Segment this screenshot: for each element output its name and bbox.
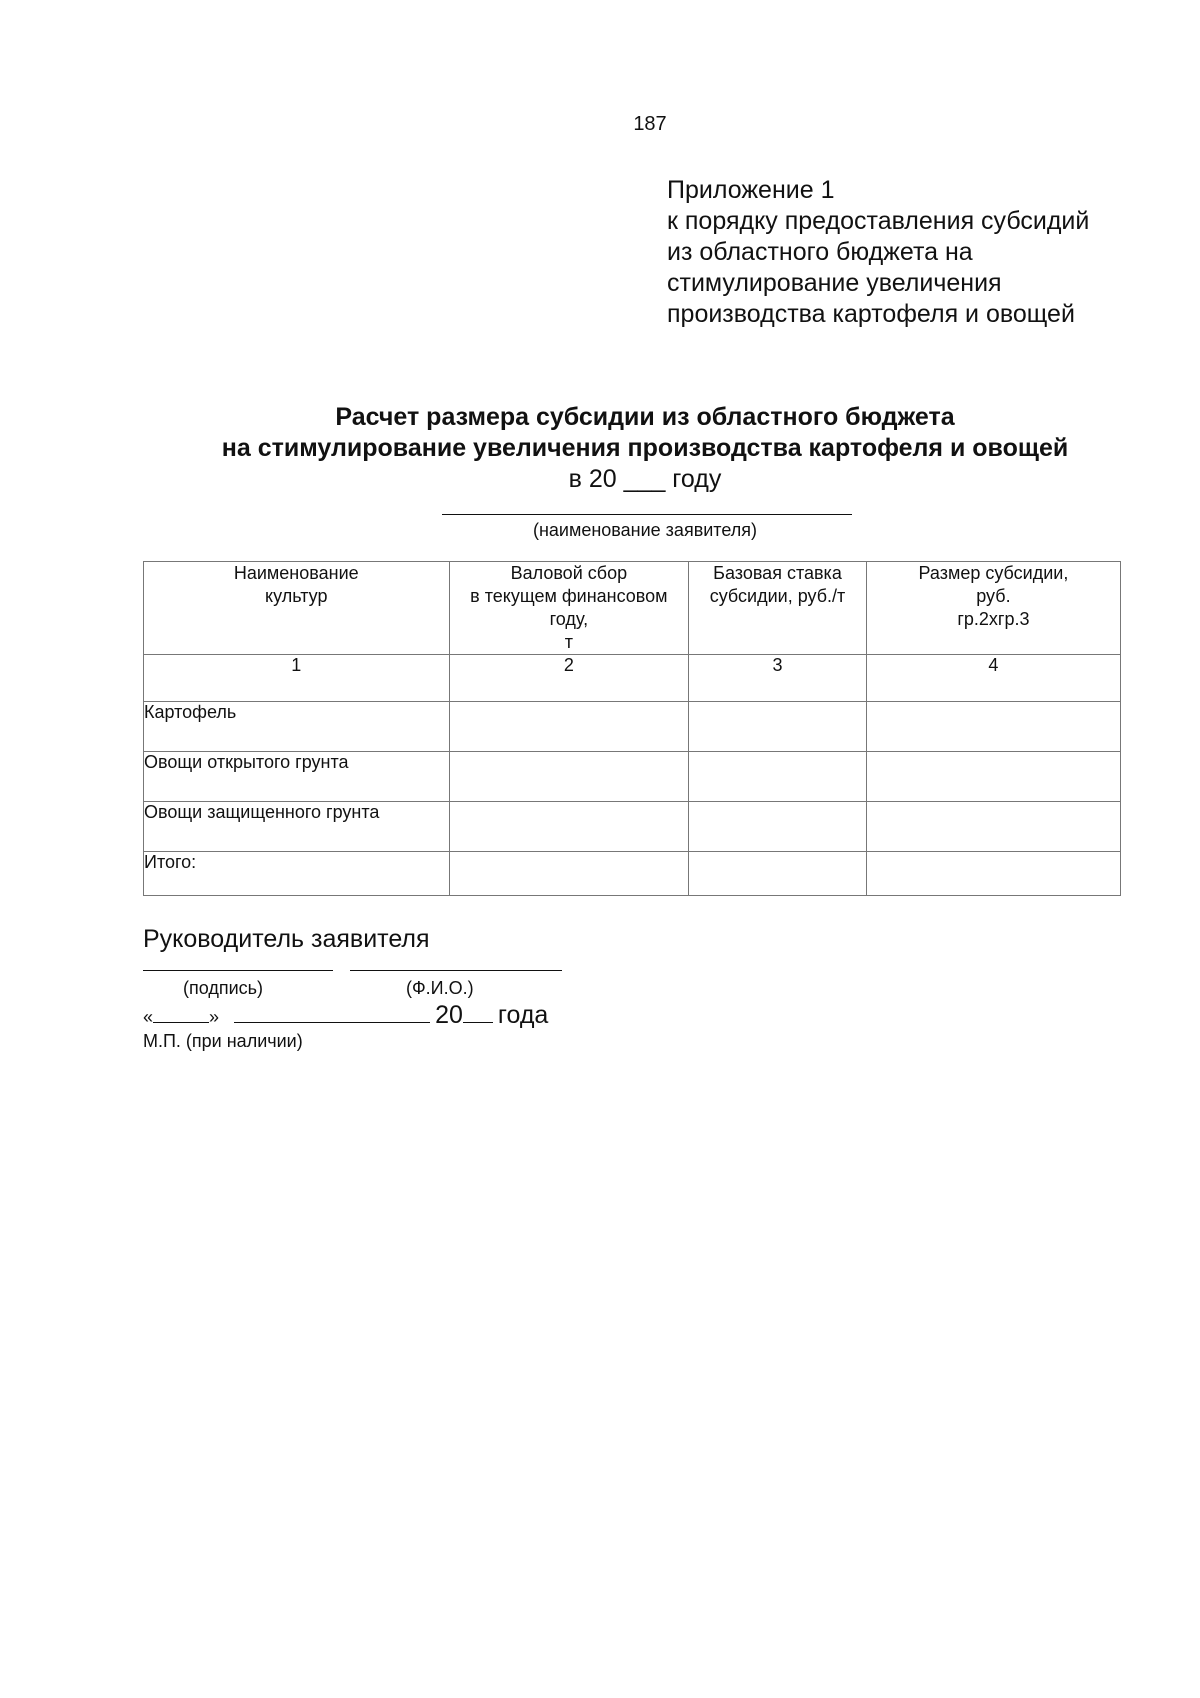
document-title [0, 402, 1200, 464]
header-text: Наименование [233, 563, 359, 583]
value-cell [866, 702, 1120, 752]
date-open-quote: « [143, 1007, 154, 1027]
stamp-note: М.П. (при наличии) [143, 1031, 303, 1051]
header-cell [689, 562, 867, 655]
header-cell [449, 562, 689, 655]
header-text: Базовая ставка [713, 563, 842, 583]
total-row [144, 852, 1121, 896]
total-label: Итого: [144, 852, 450, 896]
month-blank [234, 1022, 430, 1023]
column-number: 4 [866, 655, 1120, 702]
title-line: на стимулирование увеличения производства картофеля и овощей [221, 434, 1069, 462]
crop-label: Картофель [144, 702, 450, 752]
full-name-line [350, 970, 562, 971]
value-cell [449, 702, 689, 752]
header-text: культур [265, 586, 328, 606]
column-number: 3 [689, 655, 867, 702]
year-line: в 20 ___ году [568, 465, 722, 493]
table-row [144, 802, 1121, 852]
value-cell [689, 702, 867, 752]
header-text: руб. [976, 586, 1011, 606]
crop-label: Овощи защищенного грунта [144, 802, 450, 852]
table-row [144, 752, 1121, 802]
header-cell [866, 562, 1120, 655]
value-cell [449, 752, 689, 802]
head-of-applicant-title: Руководитель заявителя [143, 925, 430, 953]
full-name-caption: (Ф.И.О.) [406, 978, 474, 998]
year-blank [463, 1022, 493, 1023]
header-text: году, [549, 609, 589, 629]
header-cell [144, 562, 450, 655]
value-cell [866, 802, 1120, 852]
appendix-line: из областного бюджета на [667, 238, 973, 266]
appendix-note [667, 175, 1089, 330]
page-number: 187 [633, 113, 667, 135]
header-text: субсидии, руб./т [709, 586, 846, 606]
table-row [144, 702, 1121, 752]
signature-line [143, 970, 333, 971]
header-text: гр.2хгр.3 [957, 609, 1030, 629]
value-cell [866, 752, 1120, 802]
value-cell [689, 852, 867, 896]
signature-caption: (подпись) [183, 978, 264, 998]
appendix-line: к порядку предоставления субсидий [667, 207, 1090, 235]
column-number: 2 [449, 655, 689, 702]
header-text: Валовой сбор [510, 563, 628, 583]
header-text: в текущем финансовом [470, 586, 668, 606]
year-prefix: 20 [435, 1001, 463, 1029]
date-close-quote: » [209, 1007, 220, 1027]
value-cell [689, 802, 867, 852]
appendix-line: производства картофеля и овощей [667, 300, 1075, 328]
value-cell [866, 852, 1120, 896]
applicant-caption: (наименование заявителя) [532, 520, 758, 540]
date-suffix: года [497, 1001, 549, 1029]
subsidy-calculation-table [143, 561, 1121, 896]
table-header-row [144, 562, 1121, 655]
appendix-line: стимулирование увеличения [667, 269, 1002, 297]
header-text: Размер субсидии, [918, 563, 1069, 583]
title-line: Расчет размера субсидии из областного бюджета [335, 403, 955, 431]
header-text: т [564, 632, 573, 652]
appendix-line: Приложение 1 [667, 176, 835, 204]
day-blank [153, 1022, 209, 1023]
value-cell [449, 802, 689, 852]
column-number-row [144, 655, 1121, 702]
applicant-name-line [442, 514, 852, 515]
crop-label: Овощи открытого грунта [144, 752, 450, 802]
value-cell [689, 752, 867, 802]
column-number: 1 [144, 655, 450, 702]
value-cell [449, 852, 689, 896]
date-row [143, 1001, 548, 1030]
